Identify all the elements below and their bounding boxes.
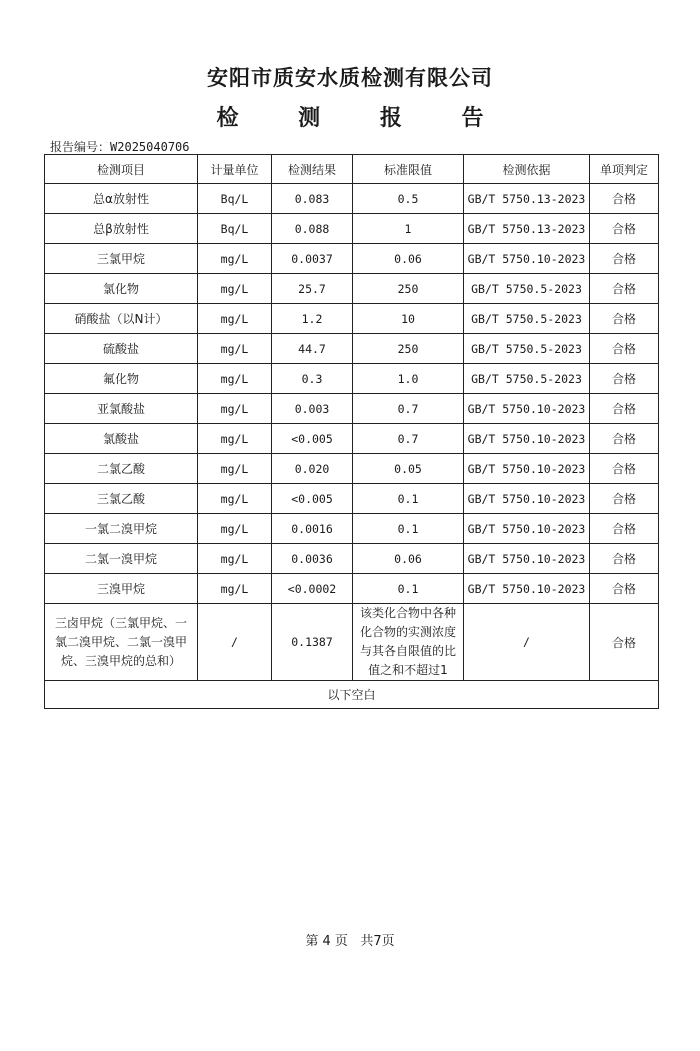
cell-verdict: 合格: [590, 604, 659, 681]
table-row-blank: [45, 681, 659, 709]
cell-limit: 0.1: [353, 514, 464, 544]
cell-verdict: 合格: [590, 334, 659, 364]
cell-result: 0.003: [272, 394, 353, 424]
cell-result: <0.005: [272, 484, 353, 514]
cell-basis: GB/T 5750.5-2023: [464, 364, 590, 394]
cell-limit-line: 值之和不超过1: [368, 663, 448, 677]
col-header-unit: 计量单位: [198, 155, 272, 184]
cell-unit: mg/L: [198, 454, 272, 484]
cell-basis: GB/T 5750.13-2023: [464, 214, 590, 244]
cell-verdict: 合格: [590, 484, 659, 514]
report-number: [50, 138, 190, 155]
cell-unit: mg/L: [198, 394, 272, 424]
col-header-basis: 检测依据: [464, 155, 590, 184]
cell-limit: 250: [353, 334, 464, 364]
cell-unit: mg/L: [198, 514, 272, 544]
col-header-limit: 标准限值: [353, 155, 464, 184]
results-table: [44, 154, 659, 709]
cell-basis: GB/T 5750.5-2023: [464, 334, 590, 364]
cell-item: 二氯乙酸: [45, 454, 198, 484]
cell-unit: mg/L: [198, 574, 272, 604]
cell-verdict: 合格: [590, 424, 659, 454]
cell-basis: GB/T 5750.10-2023: [464, 484, 590, 514]
table-row: [45, 544, 659, 574]
cell-item: 一氯二溴甲烷: [45, 514, 198, 544]
cell-basis: GB/T 5750.10-2023: [464, 514, 590, 544]
cell-item: 三氯乙酸: [45, 484, 198, 514]
cell-result: 0.0036: [272, 544, 353, 574]
cell-basis: GB/T 5750.10-2023: [464, 424, 590, 454]
cell-result: 0.083: [272, 184, 353, 214]
cell-unit: mg/L: [198, 244, 272, 274]
cell-verdict: 合格: [590, 304, 659, 334]
cell-limit: 0.06: [353, 244, 464, 274]
cell-item: 氯化物: [45, 274, 198, 304]
cell-unit: Bq/L: [198, 184, 272, 214]
cell-basis: GB/T 5750.13-2023: [464, 184, 590, 214]
cell-limit: 0.06: [353, 544, 464, 574]
table-header-row: [45, 155, 659, 184]
cell-unit: mg/L: [198, 544, 272, 574]
organization-name: 安阳市质安水质检测有限公司: [207, 66, 493, 90]
cell-basis: GB/T 5750.5-2023: [464, 274, 590, 304]
col-header-item: 检测项目: [45, 155, 198, 184]
cell-result: 0.3: [272, 364, 353, 394]
cell-result: 0.0037: [272, 244, 353, 274]
cell-unit: mg/L: [198, 334, 272, 364]
cell-limit: 0.7: [353, 394, 464, 424]
cell-unit: mg/L: [198, 274, 272, 304]
cell-basis: GB/T 5750.10-2023: [464, 544, 590, 574]
cell-result: <0.0002: [272, 574, 353, 604]
cell-result: 1.2: [272, 304, 353, 334]
col-header-verdict: 单项判定: [590, 155, 659, 184]
cell-item: 三溴甲烷: [45, 574, 198, 604]
cell-unit: mg/L: [198, 424, 272, 454]
cell-limit: 0.1: [353, 484, 464, 514]
cell-item: 硝酸盐（以N计）: [45, 304, 198, 334]
cell-item: 三氯甲烷: [45, 244, 198, 274]
cell-limit: 10: [353, 304, 464, 334]
cell-unit: mg/L: [198, 484, 272, 514]
cell-limit: 0.1: [353, 574, 464, 604]
cell-item: 总α放射性: [45, 184, 198, 214]
cell-basis: /: [464, 604, 590, 681]
table-row: [45, 424, 659, 454]
cell-item-line: 氯二溴甲烷、二氯一溴甲: [54, 634, 187, 649]
cell-result: 25.7: [272, 274, 353, 304]
cell-verdict: 合格: [590, 244, 659, 274]
cell-basis: GB/T 5750.10-2023: [464, 394, 590, 424]
cell-result: <0.005: [272, 424, 353, 454]
cell-result: 44.7: [272, 334, 353, 364]
cell-limit: 1.0: [353, 364, 464, 394]
cell-result: 0.020: [272, 454, 353, 484]
table-row: [45, 184, 659, 214]
page-number: 第 4 页 共7页: [305, 934, 395, 949]
table-row: [45, 454, 659, 484]
cell-basis: GB/T 5750.5-2023: [464, 304, 590, 334]
cell-verdict: 合格: [590, 214, 659, 244]
cell-item: 亚氯酸盐: [45, 394, 198, 424]
cell-result: 0.088: [272, 214, 353, 244]
cell-item-line: 三卤甲烷（三氯甲烷、一: [54, 615, 187, 630]
cell-verdict: 合格: [590, 544, 659, 574]
cell-limit: 0.5: [353, 184, 464, 214]
cell-item-combined: [45, 604, 198, 681]
blank-note: 以下空白: [45, 681, 659, 709]
cell-basis: GB/T 5750.10-2023: [464, 244, 590, 274]
cell-unit: mg/L: [198, 364, 272, 394]
cell-result: 0.1387: [272, 604, 353, 681]
report-number-value: W2025040706: [110, 140, 190, 154]
cell-limit: 0.05: [353, 454, 464, 484]
cell-item: 硫酸盐: [45, 334, 198, 364]
cell-limit: 250: [353, 274, 464, 304]
cell-verdict: 合格: [590, 364, 659, 394]
table-row: [45, 364, 659, 394]
cell-verdict: 合格: [590, 454, 659, 484]
cell-basis: GB/T 5750.10-2023: [464, 574, 590, 604]
col-header-result: 检测结果: [272, 155, 353, 184]
cell-result: 0.0016: [272, 514, 353, 544]
table-row: [45, 574, 659, 604]
cell-verdict: 合格: [590, 514, 659, 544]
cell-verdict: 合格: [590, 184, 659, 214]
cell-unit: Bq/L: [198, 214, 272, 244]
cell-unit: mg/L: [198, 304, 272, 334]
table-row: [45, 214, 659, 244]
cell-item: 氯酸盐: [45, 424, 198, 454]
cell-verdict: 合格: [590, 274, 659, 304]
cell-item-line: 烷、三溴甲烷的总和）: [60, 653, 181, 668]
cell-item: 二氯一溴甲烷: [45, 544, 198, 574]
cell-limit-line: 与其各自限值的比: [359, 644, 456, 658]
cell-limit: 0.7: [353, 424, 464, 454]
report-number-label: 报告编号：: [50, 140, 111, 154]
cell-basis: GB/T 5750.10-2023: [464, 454, 590, 484]
cell-item: 氟化物: [45, 364, 198, 394]
table-row-combined: [45, 604, 659, 681]
table-row: [45, 244, 659, 274]
table-row: [45, 394, 659, 424]
table-row: [45, 484, 659, 514]
cell-limit-combined: [353, 604, 464, 681]
cell-verdict: 合格: [590, 394, 659, 424]
cell-limit-line: 该类化合物中各种: [359, 606, 456, 620]
table-row: [45, 514, 659, 544]
report-title: 检 测 报 告: [216, 106, 510, 131]
cell-verdict: 合格: [590, 574, 659, 604]
cell-limit-line: 化合物的实测浓度: [359, 625, 456, 639]
table-row: [45, 274, 659, 304]
cell-unit: /: [198, 604, 272, 681]
cell-item: 总β放射性: [45, 214, 198, 244]
table-row: [45, 304, 659, 334]
table-row: [45, 334, 659, 364]
cell-limit: 1: [353, 214, 464, 244]
